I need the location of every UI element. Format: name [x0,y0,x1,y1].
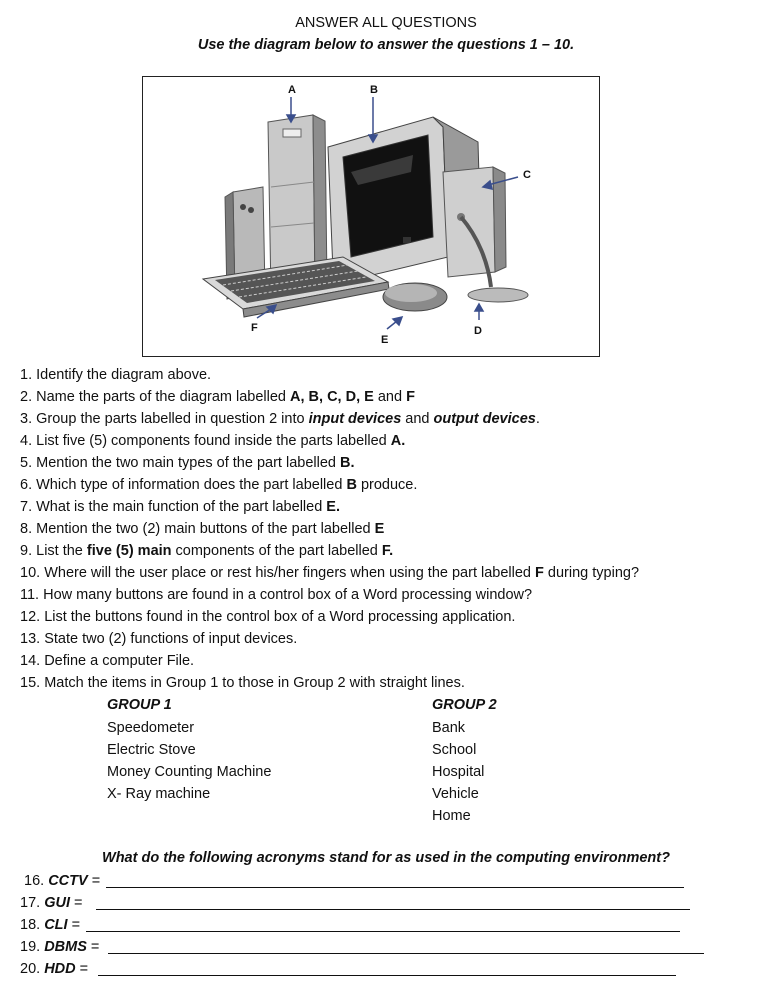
question-item [20,565,639,581]
question-text: Define a computer File. [44,653,195,669]
group2-item: Bank [432,720,466,736]
acronyms-heading: What do the following acronyms stand for as used in the computing environment? [102,850,670,866]
acronym-row [24,873,100,889]
answer-line[interactable] [108,953,704,954]
question-text: How many buttons are found in a control box of a Word processing window? [43,587,533,603]
answer-line[interactable] [96,909,690,910]
question-item [20,609,515,625]
question-text: Group the parts labelled in question 2 into [36,411,309,427]
question-item [20,587,532,603]
question-text: List the [36,543,87,559]
group2-item: Hospital [432,764,485,780]
acronym-term: CCTV [48,873,88,889]
page-subtitle: Use the diagram below to answer the questions 1 – 10. [197,37,575,53]
question-item [20,675,465,691]
question-number: 6. [20,477,37,493]
question-number: 11. [20,587,44,603]
label-f: F [251,322,258,334]
question-number: 4. [20,433,37,449]
question-number: 5. [20,455,37,471]
label-a: A [288,84,296,96]
question-number: 12. [20,609,45,625]
label-d: D [474,325,482,337]
question-text: and [401,411,434,427]
question-text: and [373,389,407,405]
question-item [20,543,393,559]
group1-item: Electric Stove [107,742,196,758]
acronym-number: 16. [24,873,45,889]
computer-diagram [142,76,600,357]
mouse-image [383,283,447,311]
question-item [20,521,384,537]
group2-item: Home [432,808,471,824]
group2-title: GROUP 2 [432,697,497,713]
acronym-number: 18. [20,917,41,933]
question-text: Identify the diagram above. [36,367,212,383]
acronym-term: DBMS [44,939,87,955]
question-text: List the buttons found in the control box of a Word processing application. [44,609,516,625]
question-item [20,367,211,383]
question-number: 7. [20,499,37,515]
question-number: 2. [20,389,37,405]
acronym-equals: = [67,917,81,933]
acronym-equals: = [87,873,101,889]
question-text: A. [390,433,406,449]
acronym-equals: = [86,939,100,955]
group1-title: GROUP 1 [107,697,172,713]
acronym-row [20,895,82,911]
label-e: E [381,334,389,346]
page-title: ANSWER ALL QUESTIONS [295,15,477,31]
question-item [20,499,340,515]
computer-illustration [143,77,599,356]
question-number: 3. [20,411,37,427]
question-text: List five (5) components found inside the parts labelled [36,433,391,449]
question-text: . [535,411,540,427]
acronym-term: GUI [44,895,70,911]
group1-item: Speedometer [107,720,195,736]
question-text: Name the parts of the diagram labelled [36,389,291,405]
question-text: A, B, C, D, E [290,389,374,405]
acronym-row [20,961,88,977]
question-text: Which type of information does the part labelled [36,477,347,493]
question-text: F [535,565,544,581]
question-text: What is the main function of the part labelled [36,499,327,515]
question-text: components of the part labelled [171,543,382,559]
label-c: C [523,169,531,181]
question-text: State two (2) functions of input devices. [44,631,298,647]
question-number: 8. [20,521,37,537]
question-text: Match the items in Group 1 to those in Group 2 with straight lines. [44,675,465,691]
question-item [20,433,405,449]
question-item [20,653,194,669]
answer-line[interactable] [106,887,684,888]
answer-line[interactable] [98,975,676,976]
question-text: during typing? [543,565,640,581]
acronym-number: 19. [20,939,41,955]
acronym-number: 17. [20,895,41,911]
question-item [20,631,297,647]
question-item [20,455,355,471]
question-text: Mention the two main types of the part labelled [36,455,340,471]
question-number: 13. [20,631,45,647]
acronym-equals: = [75,961,89,977]
group2-item: School [432,742,477,758]
acronym-term: CLI [44,917,68,933]
label-b: B [370,84,378,96]
acronym-equals: = [69,895,83,911]
question-text: input devices [308,411,402,427]
question-text: five (5) main [86,543,172,559]
group1-item: Money Counting Machine [107,764,272,780]
acronym-number: 20. [20,961,41,977]
question-number: 10. [20,565,45,581]
question-item [20,411,540,427]
question-text: B. [340,455,355,471]
answer-line[interactable] [86,931,680,932]
right-speaker-image [443,167,506,277]
question-item [20,389,415,405]
question-text: B [346,477,357,493]
question-number: 1. [20,367,37,383]
question-text: output devices [433,411,536,427]
question-text: Mention the two (2) main buttons of the part labelled [36,521,375,537]
group1-item: X- Ray machine [107,786,211,802]
question-number: 14. [20,653,45,669]
question-number: 9. [20,543,37,559]
acronym-row [20,939,99,955]
question-item [20,477,417,493]
question-number: 15. [20,675,45,691]
question-text: Where will the user place or rest his/her fingers when using the part labelled [44,565,536,581]
acronym-term: HDD [44,961,76,977]
question-text: F. [381,543,394,559]
question-text: F [406,389,415,405]
question-text: E [374,521,385,537]
question-text: produce. [356,477,418,493]
acronym-row [20,917,80,933]
question-text: E. [326,499,340,515]
group2-item: Vehicle [432,786,479,802]
